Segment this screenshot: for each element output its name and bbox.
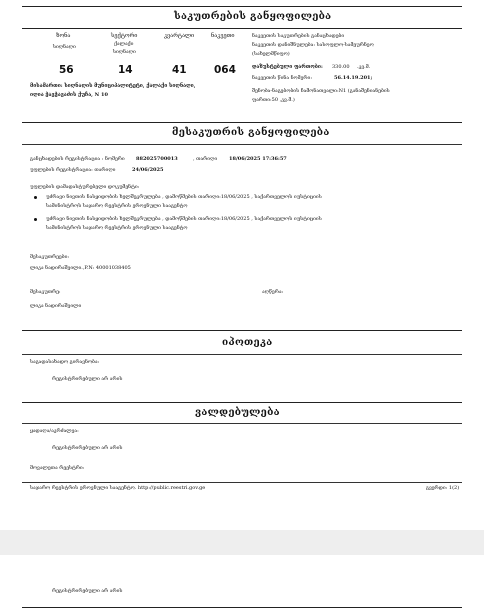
zone-code: 56 — [59, 64, 74, 76]
page-gap — [0, 530, 484, 555]
page-number: გვერდი: 1(2) — [426, 485, 460, 491]
sector-name-line1: ქალაქი — [114, 41, 134, 47]
divider-owner-top — [22, 122, 462, 123]
description-label: აღწერა: — [262, 289, 284, 295]
sector-name-line2: სიღნაღი — [113, 49, 136, 55]
basis-document-1: უძრავი ნივთის ნასყიდობის ხელშეკრულება , დამოწმების თარიღი:18/06/2025 , საქართველოს იუსტიციის — [46, 194, 322, 200]
footer-divider — [22, 482, 462, 483]
quarter-code: 41 — [172, 64, 187, 76]
debtors-registry-label: მოვალეთა რეესტრი: — [30, 465, 85, 471]
parcel-ownership-applications: ნაკვეთის საკუთრების განაცხადები — [252, 33, 345, 39]
agency-footer-text: საჯარო რეესტრის ეროვნული სააგენტო. http://public.reestri.gov.ge — [30, 485, 206, 491]
application-date: 18/06/2025 17:36:57 — [229, 156, 287, 162]
divider-mortgage-top — [22, 330, 462, 331]
zone-name: სიღნაღი — [53, 44, 76, 50]
burdens-section-title: ვალდებულება — [195, 407, 280, 418]
divider-owner-title — [22, 144, 462, 145]
page2-status-value: რეგისტრირებული არ არის — [52, 588, 123, 594]
owners-value: ლიკა ნადირაშვილი.,P.N: 40001038405 — [30, 265, 131, 271]
seizure-value: რეგისტრირებული არ არის — [52, 445, 123, 451]
divider-top — [22, 6, 462, 7]
parcel-area-unit: .კვ.მ. — [357, 64, 371, 70]
application-date-label: , თარიღი — [193, 156, 218, 162]
document-page-2 — [0, 555, 484, 615]
basis-document-2-issuer: სამინისტროს საჯარო რეესტრის ეროვნული სააგენტო — [46, 225, 188, 231]
divider-burdens-top — [22, 402, 462, 403]
seizure-label: ყადაღა/აკრძალვა: — [30, 428, 79, 434]
address-line1: მისამართი: სიღნაღის მუნიციპალიტეტი, ქალაქი სიღნაღი, — [30, 83, 196, 89]
application-number: 882025700013 — [136, 156, 178, 162]
sector-code: 14 — [118, 64, 133, 76]
divider-title — [22, 28, 462, 29]
ownership-basis-label: უფლების დამადასტურებელი დოკუმენტი: — [30, 184, 140, 190]
parcel-code: 064 — [214, 64, 236, 76]
building-list-line2: ფართი:50 ,კვ.მ.) — [252, 97, 295, 103]
column-sector-header: სექტორი — [111, 33, 138, 39]
divider-burdens-title — [22, 423, 462, 424]
previous-number-label: ნაკვეთის წინა ნომერი: — [252, 75, 312, 81]
bullet — [34, 196, 37, 199]
owner-value: ლიკა ნადირაშვილი — [30, 303, 82, 309]
bullet — [34, 218, 37, 221]
owner-label: მესაკუთრე: — [30, 289, 61, 295]
page2-divider — [22, 607, 462, 608]
owners-label: მესაკუთრეები: — [30, 254, 70, 260]
tax-lien-value: რეგისტრირებული არ არის — [52, 376, 123, 382]
building-list: შენობა-ნაგებობის ჩამონათვალი:N1 (განაშენიანების — [252, 88, 390, 94]
basis-document-1-issuer: სამინისტროს საჯარო რეესტრის ეროვნული სააგენტო — [46, 203, 188, 209]
right-registration-label: უფლების რეგისტრაცია: თარიღი — [30, 167, 116, 173]
parcel-area-value: 330.00 — [332, 64, 350, 70]
owner-section-title: მესაკუთრის განყოფილება — [172, 127, 330, 138]
address-line2: იღია ჭავჭავაძის ქუჩა, N 10 — [30, 92, 108, 98]
parcel-purpose: ნაკვეთის დანიშნულება: სასოფლო-სამეურნეო — [252, 42, 374, 48]
mortgage-section-title: იპოთეკა — [222, 337, 273, 348]
property-section-title: საკუთრების განყოფილება — [174, 11, 332, 22]
basis-document-2: უძრავი ნივთის ნასყიდობის ხელშეკრულება , დამოწმების თარიღი:18/06/2025 , საქართველოს იუსტიციის — [46, 216, 322, 222]
divider-mortgage-title — [22, 354, 462, 355]
right-registration-date: 24/06/2025 — [132, 167, 164, 173]
application-registration-label: განცხადების რეგისტრაცია : ნომერი — [30, 156, 125, 162]
previous-number-value: 56.14.19.201; — [334, 75, 373, 81]
column-quarter-header: კვარტალი — [164, 33, 195, 39]
column-zone-header: ზონა — [56, 33, 71, 39]
tax-lien-label: საგადასახადო გირავნობა: — [30, 359, 100, 365]
parcel-purpose-note: (სახელმწიფო) — [252, 51, 290, 57]
column-parcel-header: ნაკვეთი — [211, 33, 235, 39]
parcel-area-label: დაზუსტებული ფართობი: — [252, 64, 323, 70]
